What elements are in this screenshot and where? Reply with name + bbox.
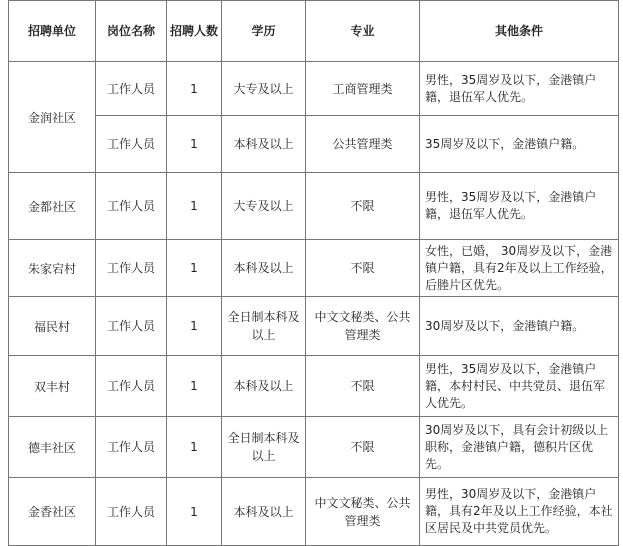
education-cell: 大专及以上 [222,62,306,116]
education-cell: 本科及以上 [222,116,306,173]
unit-cell: 福民村 [9,297,96,356]
other-cell: 男性，35周岁及以下，金港镇户籍，退伍军人优先。 [420,62,619,116]
major-cell: 不限 [306,356,420,417]
unit-cell: 金都社区 [9,173,96,240]
education-cell: 本科及以上 [222,356,306,417]
post-cell: 工作人员 [96,297,167,356]
post-cell: 工作人员 [96,173,167,240]
post-cell: 工作人员 [96,356,167,417]
count-cell: 1 [167,417,222,478]
education-cell: 全日制本科及以上 [222,297,306,356]
count-cell: 1 [167,116,222,173]
table-row [9,240,619,297]
count-cell: 1 [167,173,222,240]
post-cell: 工作人员 [96,417,167,478]
other-cell: 男性，35周岁及以下，金港镇户籍，退伍军人优先。 [420,173,619,240]
table-row [9,62,619,116]
recruitment-table [8,0,619,546]
other-cell: 女性，已婚， 30周岁及以下，金港镇户籍，具有2年及以上工作经验，后塍片区优先。 [420,240,619,297]
major-cell: 中文文秘类、公共管理类 [306,478,420,546]
header-education: 学历 [222,1,306,62]
major-cell: 不限 [306,173,420,240]
unit-cell: 金润社区 [9,62,96,173]
major-cell: 不限 [306,417,420,478]
table-row [9,478,619,546]
post-cell: 工作人员 [96,240,167,297]
count-cell: 1 [167,62,222,116]
post-cell: 工作人员 [96,478,167,546]
header-count: 招聘人数 [167,1,222,62]
unit-cell: 德丰社区 [9,417,96,478]
other-cell: 男性，30周岁及以下，金港镇户籍，具有2年及以上工作经验，本社区居民及中共党员优先。 [420,478,619,546]
post-cell: 工作人员 [96,116,167,173]
count-cell: 1 [167,356,222,417]
major-cell: 中文文秘类、公共管理类 [306,297,420,356]
header-row [9,1,619,62]
major-cell: 不限 [306,240,420,297]
header-unit: 招聘单位 [9,1,96,62]
table-row [9,356,619,417]
major-cell: 公共管理类 [306,116,420,173]
education-cell: 大专及以上 [222,173,306,240]
other-cell: 30周岁及以下，金港镇户籍。 [420,297,619,356]
other-cell: 男性，35周岁及以下，金港镇户籍，本村村民、中共党员、退伍军人优先。 [420,356,619,417]
unit-cell: 金香社区 [9,478,96,546]
post-cell: 工作人员 [96,62,167,116]
count-cell: 1 [167,297,222,356]
education-cell: 全日制本科及以上 [222,417,306,478]
unit-cell: 双丰村 [9,356,96,417]
other-cell: 30周岁及以下，具有会计初级以上职称，金港镇户籍，德积片区优先。 [420,417,619,478]
count-cell: 1 [167,478,222,546]
header-other: 其他条件 [420,1,619,62]
education-cell: 本科及以上 [222,478,306,546]
table-row [9,116,619,173]
unit-cell: 朱家宕村 [9,240,96,297]
education-cell: 本科及以上 [222,240,306,297]
major-cell: 工商管理类 [306,62,420,116]
table-row [9,173,619,240]
header-post: 岗位名称 [96,1,167,62]
table-row [9,297,619,356]
other-cell: 35周岁及以下，金港镇户籍。 [420,116,619,173]
count-cell: 1 [167,240,222,297]
table-row [9,417,619,478]
header-major: 专业 [306,1,420,62]
